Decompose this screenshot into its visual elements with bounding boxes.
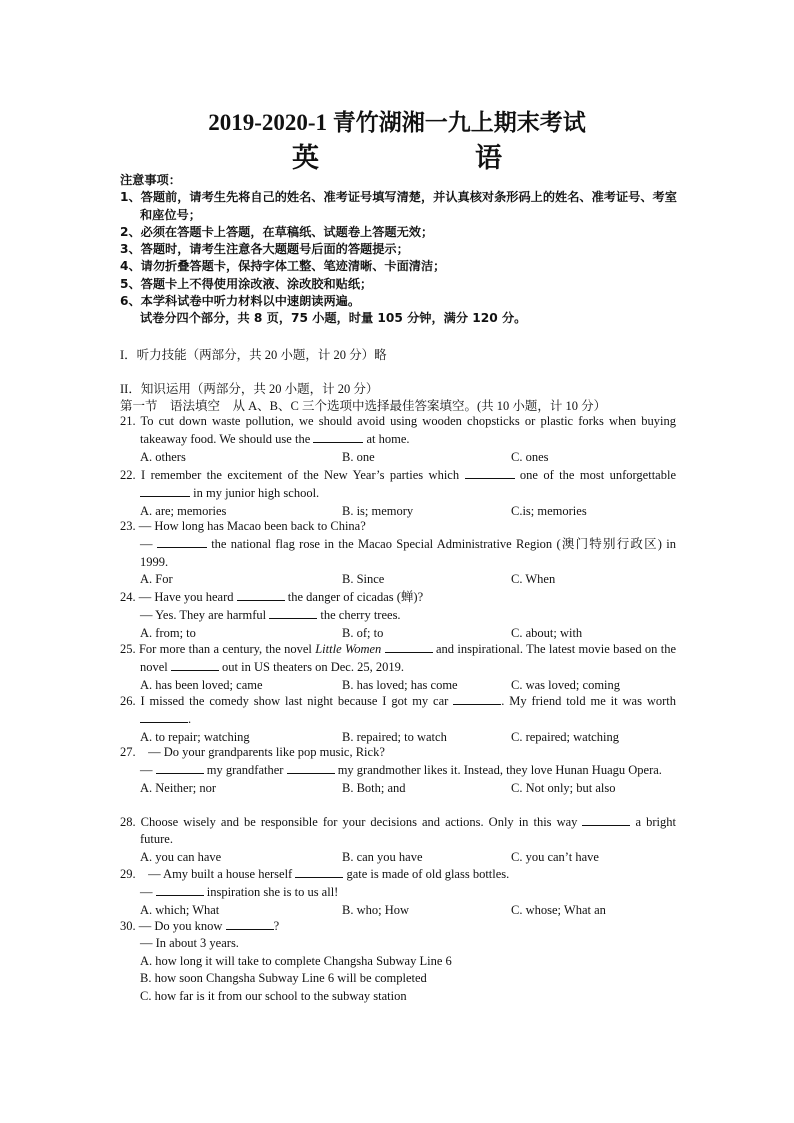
- option-b: B. one: [342, 449, 375, 464]
- notice-item: 3、答题时，请考生注意各大题题号后面的答题提示；: [120, 242, 409, 257]
- question-text: out in US theaters on Dec. 25, 2019.: [222, 660, 404, 675]
- answer-blank: [287, 761, 335, 774]
- part-1-heading: I．听力技能（两部分，共 20 小题，计 20 分）略: [120, 348, 387, 362]
- option-c: C. you can’t have: [511, 849, 599, 864]
- question-22: [120, 466, 676, 520]
- question-text: and inspirational. The latest movie based on the novel: [140, 642, 677, 675]
- question-text: 21. To cut down waste pollution, we should avoid using wooden chopsticks or plastic forks when buying takeaway food. We should use the: [120, 414, 676, 447]
- question-30: [120, 917, 676, 1005]
- question-text: 23. — How long has Macao been back to China?: [120, 519, 366, 533]
- option-a: A. others: [140, 449, 186, 464]
- notice-summary: 试卷分四个部分，共 8 页，75 小题，时量 105 分钟，满分 120 分。: [140, 311, 527, 326]
- option-b: B. of; to: [342, 625, 384, 640]
- option-c: C. was loved; coming: [511, 677, 621, 692]
- question-text: the national flag rose in the Macao Special Administrative Region (澳门特别行政区) in 1999.: [140, 537, 677, 569]
- question-text: my grandfather: [206, 763, 284, 778]
- option-a: A. you can have: [140, 849, 222, 864]
- subject-title: 英 语: [292, 143, 536, 174]
- question-26: 26. I missed the comedy show last night because I got my car . My friend told me it was worth . A. to repair; watching B. repaired; to watch C. repaired; watching: [120, 692, 676, 746]
- question-text: . My friend told me it was worth: [501, 694, 676, 708]
- question-text: 29. — Amy built a house herself: [120, 867, 293, 881]
- option-c: C. whose; What an: [511, 902, 606, 917]
- answer-blank: [385, 640, 433, 653]
- option-a: A. to repair; watching: [140, 729, 250, 744]
- question-24: [120, 588, 676, 642]
- novel-title: Little Women: [315, 642, 382, 656]
- option-b: B. who; How: [342, 902, 410, 917]
- question-text: a bright future.: [140, 815, 677, 847]
- question-text: — In about 3 years.: [140, 936, 239, 951]
- question-text: 22. I remember the excitement of the New Year’s parties which: [120, 468, 460, 482]
- option-c: C. ones: [511, 449, 549, 464]
- dash-mark: —: [140, 763, 153, 778]
- notice-item: 1、答题前，请考生先将自己的姓名、准考证号填写清楚，并认真核对条形码上的姓名、准考证号、考室和座位号；: [120, 190, 677, 222]
- exam-title: 2019-2020-1 青竹湖湘一九上期末考试: [208, 110, 586, 135]
- question-text: 26. I missed the comedy show last night because I got my car: [120, 694, 449, 708]
- answer-blank: [140, 710, 188, 723]
- question-27: [120, 744, 676, 797]
- option-c: C. Not only; but also: [511, 780, 616, 795]
- question-text: the danger of cicadas (蝉)?: [287, 590, 424, 604]
- option-a: A. Neither; nor: [140, 780, 217, 795]
- question-text: — Yes. They are harmful: [140, 608, 267, 623]
- option-b: B. Since: [342, 572, 385, 587]
- option-c: C. how far is it from our school to the subway station: [140, 988, 407, 1003]
- question-23: [120, 518, 676, 589]
- part-2-heading: II．知识运用（两部分，共 20 小题，计 20 分）: [120, 382, 379, 396]
- notice-item: 6、本学科试卷中听力材料以中速朗读两遍。: [120, 294, 361, 309]
- answer-blank: [269, 606, 317, 619]
- answer-blank: [453, 692, 501, 705]
- option-c: C.is; memories: [511, 503, 587, 518]
- option-b: B. Both; and: [342, 780, 406, 795]
- question-text: 24. — Have you heard: [120, 590, 234, 604]
- answer-blank: [156, 883, 204, 896]
- option-b: B. is; memory: [342, 503, 414, 518]
- notice-item: 2、必须在答题卡上答题，在草稿纸、试题卷上答题无效；: [120, 224, 434, 239]
- question-text: inspiration she is to us all!: [206, 885, 339, 900]
- question-text: at home.: [366, 432, 410, 447]
- dash-mark: —: [140, 537, 153, 552]
- option-b: B. repaired; to watch: [342, 729, 447, 744]
- question-text: my grandmother likes it. Instead, they love Hunan Huagu Opera.: [337, 763, 662, 778]
- question-text: 27. — Do your grandparents like pop music, Rick?: [120, 745, 385, 759]
- notice-item: 4、请勿折叠答题卡，保持字体工整、笔迹清晰、卡面清洁；: [120, 259, 446, 274]
- option-c: C. repaired; watching: [511, 729, 619, 744]
- option-b: B. has loved; has come: [342, 677, 458, 692]
- option-a: A. For: [140, 572, 173, 587]
- notice-heading: 注意事项：: [120, 173, 181, 187]
- question-text: 25. For more than a century, the novel: [120, 642, 312, 656]
- answer-blank: [157, 535, 207, 548]
- option-b: B. can you have: [342, 849, 423, 864]
- question-21: [120, 413, 676, 466]
- question-text: 28. Choose wisely and be responsible for your decisions and actions. Only in this way: [120, 815, 578, 829]
- option-c: C. When: [511, 572, 556, 587]
- option-c: C. about; with: [511, 625, 583, 640]
- question-text: ?: [273, 919, 280, 933]
- question-28: [120, 813, 676, 866]
- question-text: one of the most unforgettable: [519, 468, 676, 482]
- option-a: A. are; memories: [140, 503, 227, 518]
- option-a: A. from; to: [140, 625, 196, 640]
- answer-blank: [582, 813, 630, 826]
- question-text: gate is made of old glass bottles.: [346, 867, 510, 881]
- notice-item: 5、答题卡上不得使用涂改液、涂改胶和贴纸；: [120, 276, 373, 291]
- question-text: 30. — Do you know: [120, 919, 223, 933]
- answer-blank: [156, 761, 204, 774]
- option-a: A. which; What: [140, 902, 220, 917]
- option-b: B. how soon Changsha Subway Line 6 will be completed: [140, 971, 427, 986]
- answer-blank: [295, 865, 343, 878]
- option-a: A. how long it will take to complete Changsha Subway Line 6: [140, 953, 452, 968]
- question-text: the cherry trees.: [320, 608, 401, 623]
- section-1-heading: 第一节 语法填空 从 A、B、C 三个选项中选择最佳答案填空。(共 10 小题，计 10 分）: [120, 399, 607, 413]
- answer-blank: [226, 917, 274, 930]
- answer-blank: [313, 430, 363, 443]
- question-29: [120, 865, 676, 919]
- option-a: A. has been loved; came: [140, 677, 263, 692]
- dash-mark: —: [140, 885, 153, 900]
- answer-blank: [237, 588, 285, 601]
- question-text: in my junior high school.: [193, 486, 320, 501]
- answer-blank: [465, 466, 515, 479]
- answer-blank: [140, 484, 190, 497]
- question-25: [120, 640, 676, 694]
- notice-block: [120, 172, 680, 328]
- answer-blank: [171, 658, 219, 671]
